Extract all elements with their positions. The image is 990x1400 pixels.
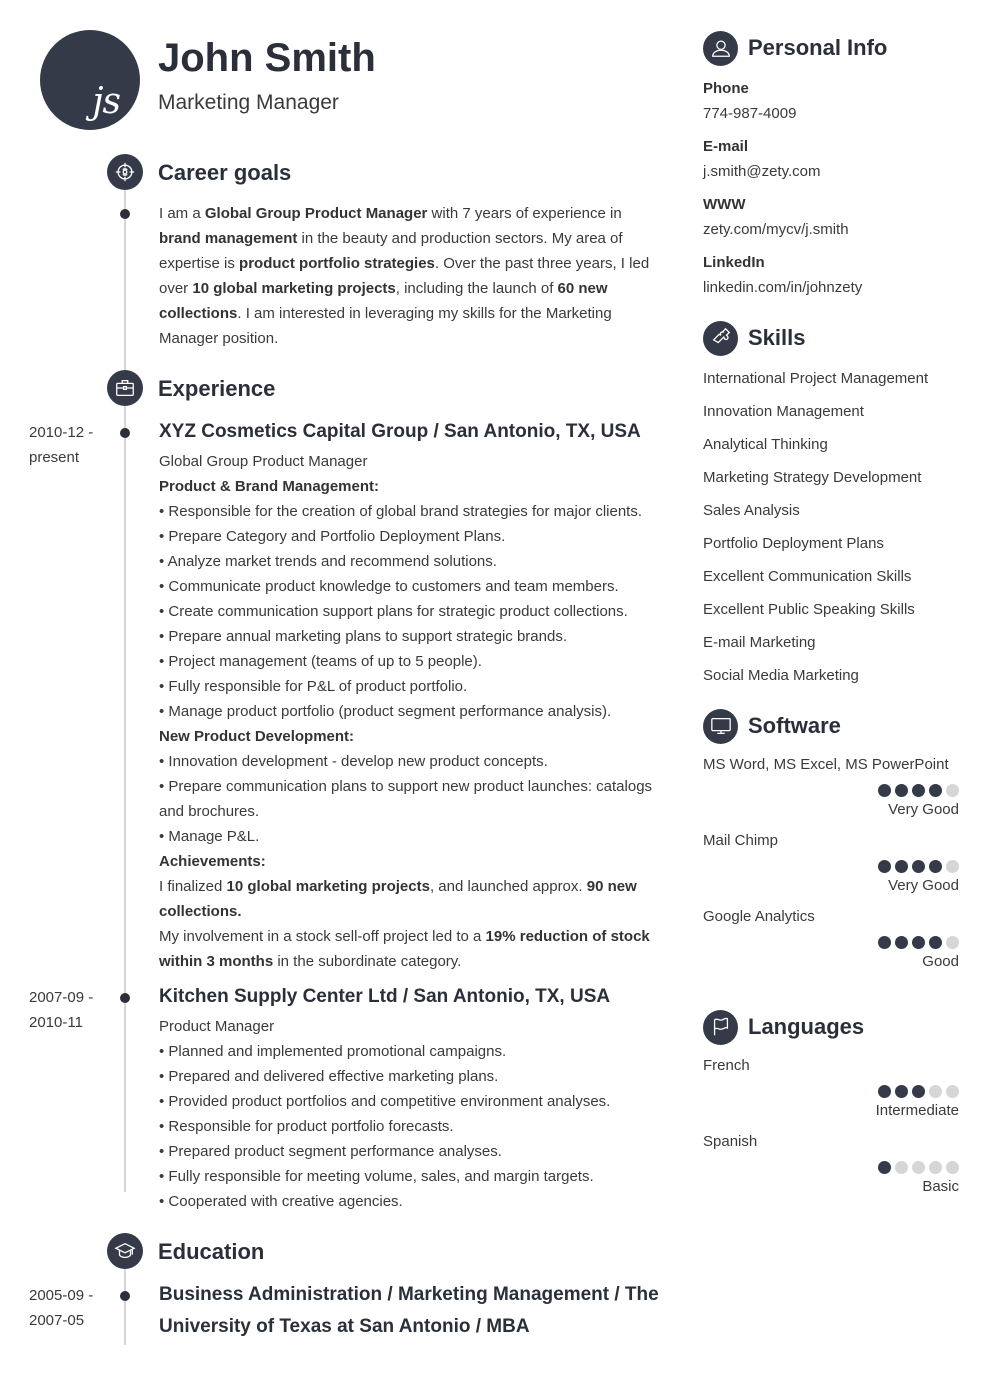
bullet-item: • Create communication support plans for strategic product collections. — [159, 603, 628, 620]
bullet-item: • Fully responsible for P&L of product portfolio. — [159, 678, 468, 695]
avatar — [40, 30, 140, 130]
rating-dot-filled — [895, 936, 908, 949]
rated-item — [703, 1056, 959, 1121]
skill-item: Marketing Strategy Development — [703, 469, 922, 486]
bullet-item: • Prepared and delivered effective marketing plans. — [159, 1068, 499, 1085]
avatar-initials: js — [92, 81, 120, 122]
candidate-name: John Smith — [158, 36, 376, 80]
rating-dot-filled — [878, 860, 891, 873]
job-subheading: Product & Brand Management: — [159, 478, 380, 495]
education-date: 2005-09 - 2007-05 — [29, 1287, 94, 1329]
rated-item-level: Intermediate — [875, 1102, 959, 1119]
job-subheading: Achievements: — [159, 853, 266, 870]
rating-dot-filled — [895, 860, 908, 873]
rating-dot-filled — [878, 1161, 891, 1174]
candidate-title: Marketing Manager — [158, 91, 339, 114]
info-field — [703, 195, 887, 240]
rated-item-name: French — [703, 1057, 750, 1074]
monitor-icon — [703, 709, 738, 744]
info-field — [703, 79, 887, 124]
bullet-item: • Cooperated with creative agencies. — [159, 1193, 403, 1210]
graduation-cap-icon — [107, 1233, 143, 1269]
rating-dot-empty — [946, 1161, 959, 1174]
rating-dot-empty — [946, 936, 959, 949]
bullet-item: • Responsible for product portfolio forecasts. — [159, 1118, 454, 1135]
rating-dot-filled — [912, 860, 925, 873]
career-goals-text — [159, 201, 659, 351]
bullet-item: • Communicate product knowledge to customers and team members. — [159, 578, 619, 595]
info-label: Phone — [703, 80, 749, 97]
bullet-item: • Fully responsible for meeting volume, sales, and margin targets. — [159, 1168, 594, 1185]
text: , including the launch of — [395, 280, 558, 297]
text: My involvement in a stock sell-off project led to a — [159, 928, 486, 945]
bold-text: 90 new collections. — [159, 878, 637, 920]
timeline-dot — [120, 993, 130, 1003]
rated-item-level: Basic — [922, 1178, 959, 1195]
text: . I am interested in leveraging my skills for the Marketing Manager position. — [159, 305, 612, 347]
timeline-dot — [120, 209, 130, 219]
skills-section — [703, 320, 928, 686]
rating-dot-filled — [929, 860, 942, 873]
rating-dot-empty — [929, 1161, 942, 1174]
rating-dot-filled — [912, 936, 925, 949]
briefcase-icon — [107, 370, 143, 406]
rating-dots — [703, 860, 959, 873]
rated-item — [703, 1132, 959, 1197]
info-value[interactable]: linkedin.com/in/johnzety — [703, 279, 863, 296]
bold-text: product portfolio strategies — [239, 255, 435, 272]
bold-text: brand management — [159, 230, 298, 247]
rating-dots — [703, 936, 959, 949]
info-value[interactable]: j.smith@zety.com — [703, 163, 821, 180]
rating-dot-filled — [878, 936, 891, 949]
info-field — [703, 137, 887, 182]
rated-item — [703, 907, 959, 972]
rated-item-level: Very Good — [888, 877, 959, 894]
skill-item: Excellent Public Speaking Skills — [703, 601, 915, 618]
rated-item-level: Very Good — [888, 801, 959, 818]
bullet-item: • Project management (teams of up to 5 people). — [159, 653, 482, 670]
section-title-experience: Experience — [158, 376, 276, 401]
job-heading: XYZ Cosmetics Capital Group / San Antonio, TX, USA — [159, 421, 641, 442]
user-icon — [703, 31, 738, 66]
software-section — [703, 708, 959, 972]
rating-dot-empty — [946, 860, 959, 873]
section-title-education: Education — [158, 1239, 265, 1264]
achievement — [159, 924, 659, 974]
info-value: 774-987-4009 — [703, 105, 797, 122]
rating-dot-filled — [929, 936, 942, 949]
bullet-item: • Prepared product segment performance analyses. — [159, 1143, 502, 1160]
timeline-dot — [120, 428, 130, 438]
info-field — [703, 253, 887, 298]
skill-item: Excellent Communication Skills — [703, 568, 912, 585]
rating-dot-filled — [929, 784, 942, 797]
rated-item — [703, 831, 959, 896]
skill-item: International Project Management — [703, 370, 929, 387]
job-subheading: New Product Development: — [159, 728, 355, 745]
timeline-line — [124, 172, 126, 1192]
bullet-item: • Responsible for the creation of global brand strategies for major clients. — [159, 503, 643, 520]
rated-item-name: Mail Chimp — [703, 832, 779, 849]
bullet-item: • Provided product portfolios and competitive environment analyses. — [159, 1093, 611, 1110]
text: in the subordinate category. — [273, 953, 462, 970]
info-label: WWW — [703, 196, 746, 213]
info-label: LinkedIn — [703, 254, 765, 271]
job-role: Global Group Product Manager — [159, 453, 368, 470]
timeline-dot — [120, 1291, 130, 1301]
bullet-item: • Prepare annual marketing plans to support strategic brands. — [159, 628, 567, 645]
rating-dot-filled — [895, 784, 908, 797]
bullet-item: • Manage product portfolio (product segment performance analysis). — [159, 703, 612, 720]
personal-info-section — [703, 30, 887, 298]
education-heading: Business Administration / Marketing Management / The University of Texas at San Antonio / MBA — [159, 1284, 659, 1337]
skill-item: Social Media Marketing — [703, 667, 859, 684]
rating-dot-filled — [878, 784, 891, 797]
bold-text: 60 new collections — [159, 280, 608, 322]
text: I finalized — [159, 878, 227, 895]
skill-item: Sales Analysis — [703, 502, 800, 519]
bullet-item: • Analyze market trends and recommend solutions. — [159, 553, 497, 570]
text: with 7 years of experience in — [427, 205, 622, 222]
section-title-skills: Skills — [748, 325, 806, 350]
rating-dot-filled — [878, 1085, 891, 1098]
info-label: E-mail — [703, 138, 749, 155]
section-title-software: Software — [748, 713, 841, 738]
rating-dot-filled — [912, 784, 925, 797]
languages-section — [703, 1009, 959, 1197]
rated-item-name: MS Word, MS Excel, MS PowerPoint — [703, 756, 949, 773]
text: . Over the past three years, I led over — [159, 255, 650, 297]
job-date: 2007-09 - 2010-11 — [29, 989, 94, 1031]
rating-dots — [703, 1161, 959, 1174]
target-icon — [107, 154, 143, 190]
bullet-item: • Prepare Category and Portfolio Deployment Plans. — [159, 528, 506, 545]
rating-dot-empty — [929, 1085, 942, 1098]
skill-item: Analytical Thinking — [703, 436, 828, 453]
rating-dot-empty — [912, 1161, 925, 1174]
job-date: 2010-12 - present — [29, 424, 94, 466]
bold-text: Global Group Product Manager — [204, 205, 428, 222]
text: , and launched approx. — [429, 878, 587, 895]
bullet-item: • Planned and implemented promotional campaigns. — [159, 1043, 507, 1060]
job-details — [159, 449, 659, 974]
job-role: Product Manager — [159, 1018, 275, 1035]
flag-icon — [703, 1010, 738, 1045]
puzzle-icon — [703, 321, 738, 356]
job-details — [159, 1014, 659, 1214]
bold-text: 10 global marketing projects — [192, 280, 396, 297]
rating-dot-filled — [895, 1085, 908, 1098]
skill-item: Innovation Management — [703, 403, 864, 420]
rated-item-level: Good — [922, 953, 959, 970]
text: in the beauty and production sectors. My area of expertise is — [159, 230, 623, 272]
section-title-personal-info: Personal Info — [748, 35, 888, 60]
bullet-item: • Prepare communication plans to support new product launches: catalogs and brochures. — [159, 778, 653, 820]
rating-dots — [703, 1085, 959, 1098]
job-heading: Kitchen Supply Center Ltd / San Antonio, TX, USA — [159, 986, 611, 1007]
bullet-item: • Innovation development - develop new product concepts. — [159, 753, 548, 770]
achievement — [159, 874, 659, 924]
rated-item-name: Spanish — [703, 1133, 758, 1150]
rated-item-name: Google Analytics — [703, 908, 815, 925]
info-value[interactable]: zety.com/mycv/j.smith — [703, 221, 849, 238]
rating-dots — [703, 784, 959, 797]
rated-item — [703, 755, 959, 820]
rating-dot-empty — [895, 1161, 908, 1174]
bold-text: 19% reduction of stock within 3 months — [159, 928, 650, 970]
text: I am a — [159, 205, 205, 222]
rating-dot-filled — [912, 1085, 925, 1098]
section-title-career-goals: Career goals — [158, 160, 292, 185]
bullet-item: • Manage P&L. — [159, 828, 260, 845]
skill-item: Portfolio Deployment Plans — [703, 535, 884, 552]
rating-dot-empty — [946, 784, 959, 797]
rating-dot-empty — [946, 1085, 959, 1098]
section-title-languages: Languages — [748, 1014, 865, 1039]
bold-text: 10 global marketing projects — [226, 878, 430, 895]
skill-item: E-mail Marketing — [703, 634, 816, 651]
